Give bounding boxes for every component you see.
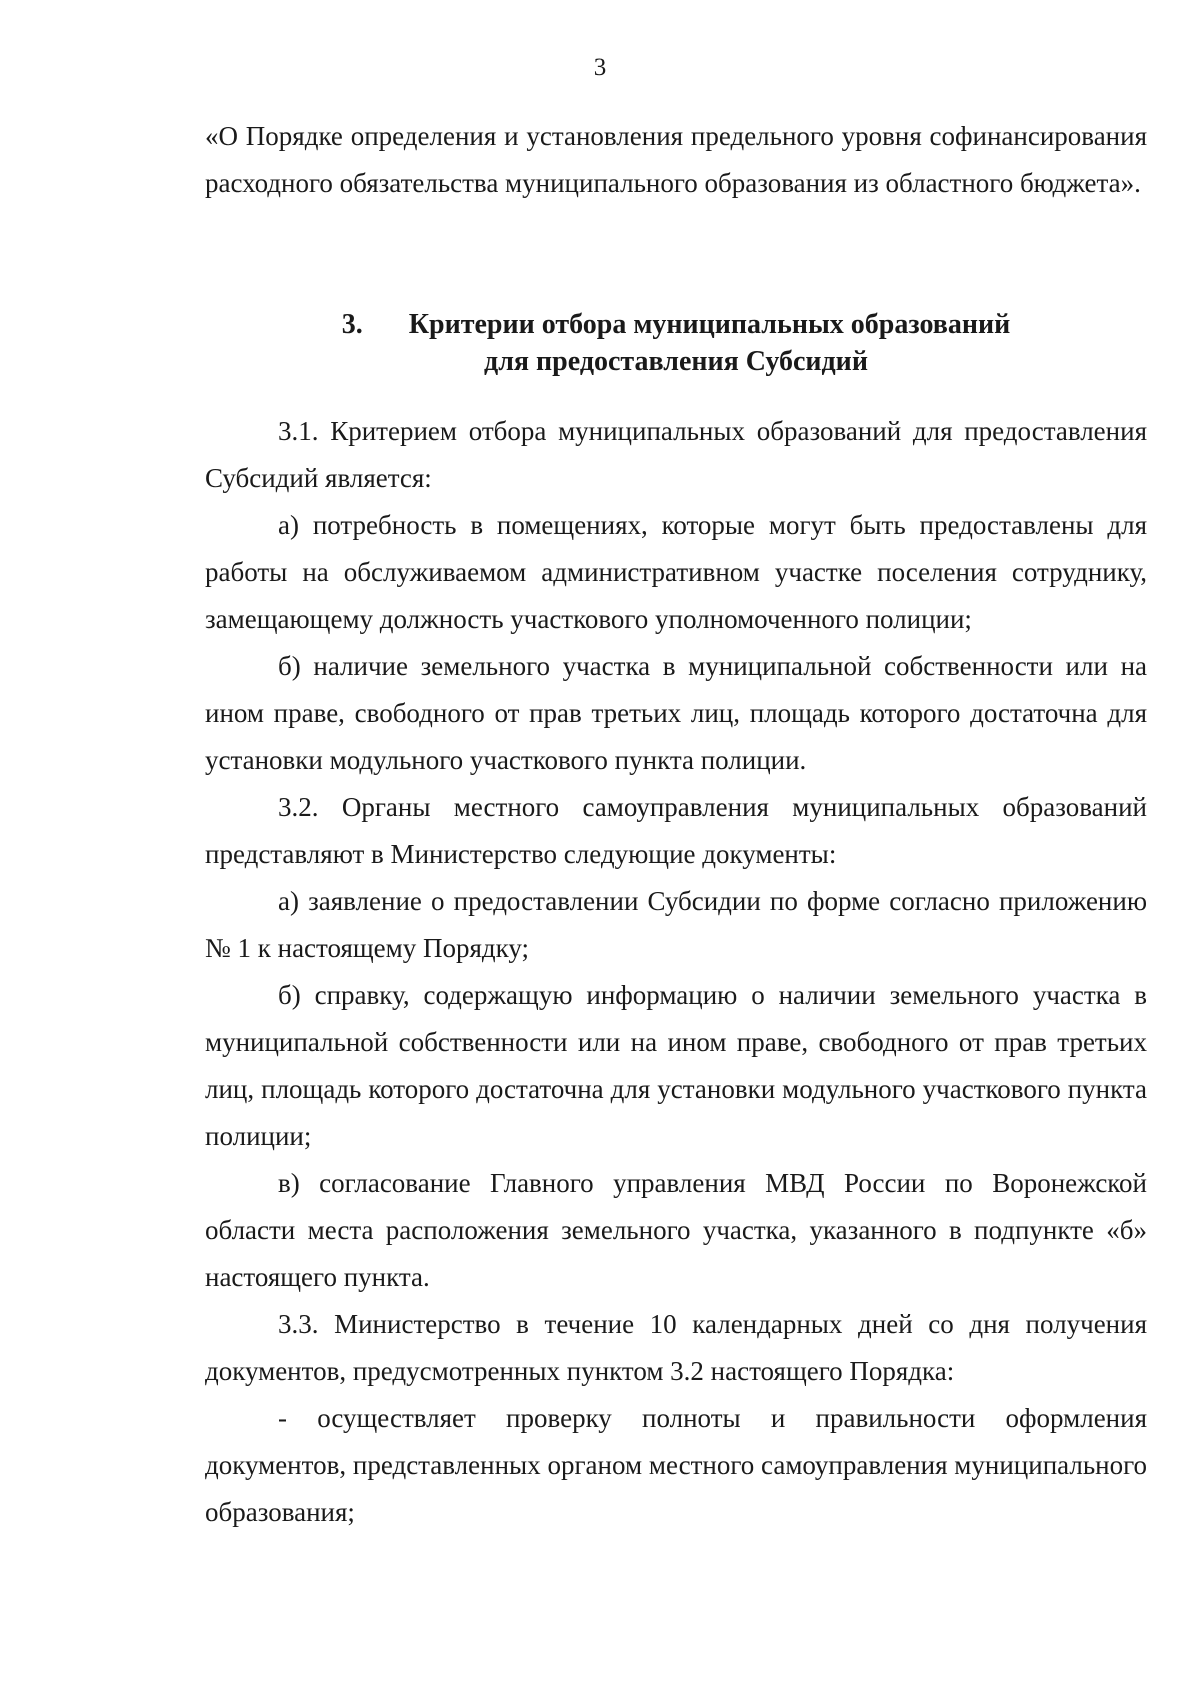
paragraph-3-1: 3.1. Критерием отбора муниципальных образований для предоставления Субсидий является: bbox=[205, 416, 1147, 493]
paragraph-3-2-b: б) справку, содержащую информацию о наличии земельного участка в муниципальной собственности или на ином праве, свободного от прав третьих лиц, площадь которого достаточна для установки модульного участкового пункта полиции; bbox=[205, 980, 1147, 1151]
paragraph-3-2: 3.2. Органы местного самоуправления муниципальных образований представляют в Министерство следующие документы: bbox=[205, 792, 1147, 869]
paragraph-3-2-a: а) заявление о предоставлении Субсидии по форме согласно приложению № 1 к настоящему Порядку; bbox=[205, 886, 1147, 963]
section-heading-line1 bbox=[205, 306, 1147, 343]
section-title-line2: для предоставления Субсидий bbox=[484, 346, 868, 377]
section-number: 3. bbox=[341, 309, 363, 340]
intro-text: «О Порядке определения и установления предельного уровня софинансирования расходного обязательства муниципального образования из областного бюджета». bbox=[205, 121, 1147, 198]
paragraph-3-3-item: - осуществляет проверку полноты и правильности оформления документов, представленных органом местного самоуправления муниципального образования; bbox=[205, 1403, 1147, 1527]
section-content bbox=[205, 408, 1147, 1536]
section-title-line1: Критерии отбора муниципальных образований bbox=[408, 309, 1011, 340]
paragraph-3-2-c: в) согласование Главного управления МВД России по Воронежской области места расположения земельного участка, указанного в подпункте «б» настоящего пункта. bbox=[205, 1168, 1147, 1292]
section-heading bbox=[205, 306, 1147, 380]
paragraph-3-1-b: б) наличие земельного участка в муниципальной собственности или на ином праве, свободного от прав третьих лиц, площадь которого достаточна для установки модульного участкового пункта полиции. bbox=[205, 651, 1147, 775]
page-number: 3 bbox=[593, 54, 607, 81]
paragraph-3-3: 3.3. Министерство в течение 10 календарных дней со дня получения документов, предусмотренных пунктом 3.2 настоящего Порядка: bbox=[205, 1309, 1147, 1386]
intro-paragraph bbox=[205, 113, 1147, 207]
paragraph-3-1-a: а) потребность в помещениях, которые могут быть предоставлены для работы на обслуживаемом административном участке поселения сотруднику, замещающему должность участкового уполномоченного полиции; bbox=[205, 510, 1147, 634]
